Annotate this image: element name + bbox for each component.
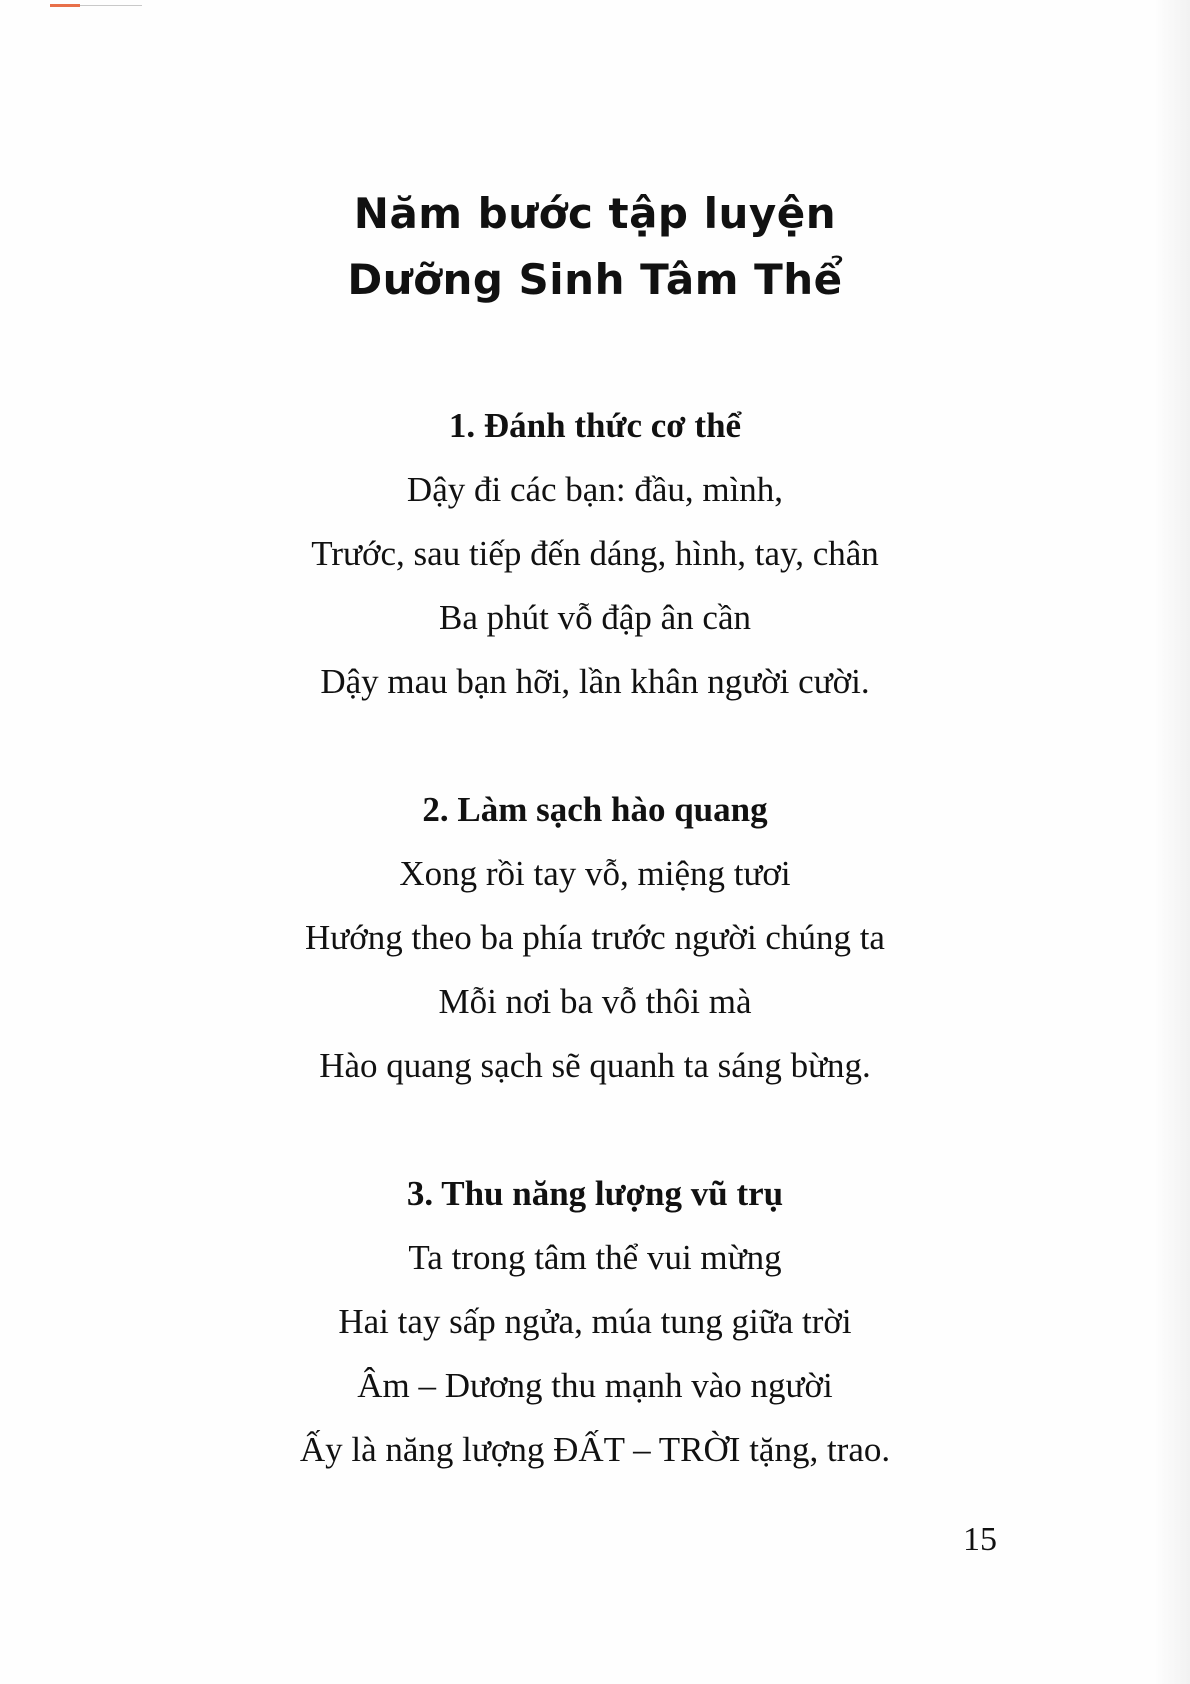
section-1-line-3: Ba phút vỗ đập ân cần bbox=[439, 598, 751, 637]
section-3-line-4: Ấy là năng lượng ĐẤT – TRỜI tặng, trao. bbox=[299, 1430, 891, 1469]
scan-corner-mark bbox=[50, 4, 142, 10]
section-2-line-3: Mỗi nơi ba vỗ thôi mà bbox=[438, 982, 752, 1021]
section-1-line-2: Trước, sau tiếp đến dáng, hình, tay, chân bbox=[311, 534, 879, 573]
section-1-heading: 1. Đánh thức cơ thể bbox=[448, 406, 742, 445]
section-1-line-4: Dậy mau bạn hỡi, lần khân người cười. bbox=[320, 662, 870, 701]
section-2 bbox=[0, 778, 1190, 1098]
corner-mark-orange bbox=[50, 4, 80, 7]
section-2-heading: 2. Làm sạch hào quang bbox=[422, 790, 768, 829]
section-1 bbox=[0, 394, 1190, 714]
section-3-heading: 3. Thu năng lượng vũ trụ bbox=[406, 1174, 784, 1213]
section-3-line-3: Âm – Dương thu mạnh vào người bbox=[357, 1366, 833, 1405]
section-2-line-4: Hào quang sạch sẽ quanh ta sáng bừng. bbox=[319, 1046, 871, 1085]
section-2-line-2: Hướng theo ba phía trước người chúng ta bbox=[305, 918, 885, 957]
section-3-line-1: Ta trong tâm thể vui mừng bbox=[408, 1238, 782, 1277]
page-number: 15 bbox=[963, 1521, 997, 1558]
section-2-line-1: Xong rồi tay vỗ, miệng tươi bbox=[399, 854, 791, 893]
section-3-line-2: Hai tay sấp ngửa, múa tung giữa trời bbox=[338, 1302, 852, 1341]
section-1-line-1: Dậy đi các bạn: đầu, mình, bbox=[406, 470, 784, 509]
page-title-line-2: Dưỡng Sinh Tâm Thể bbox=[347, 255, 843, 304]
corner-mark-grey bbox=[80, 5, 142, 6]
page-title-line-1: Năm bước tập luyện bbox=[353, 189, 837, 238]
section-3 bbox=[0, 1162, 1190, 1482]
